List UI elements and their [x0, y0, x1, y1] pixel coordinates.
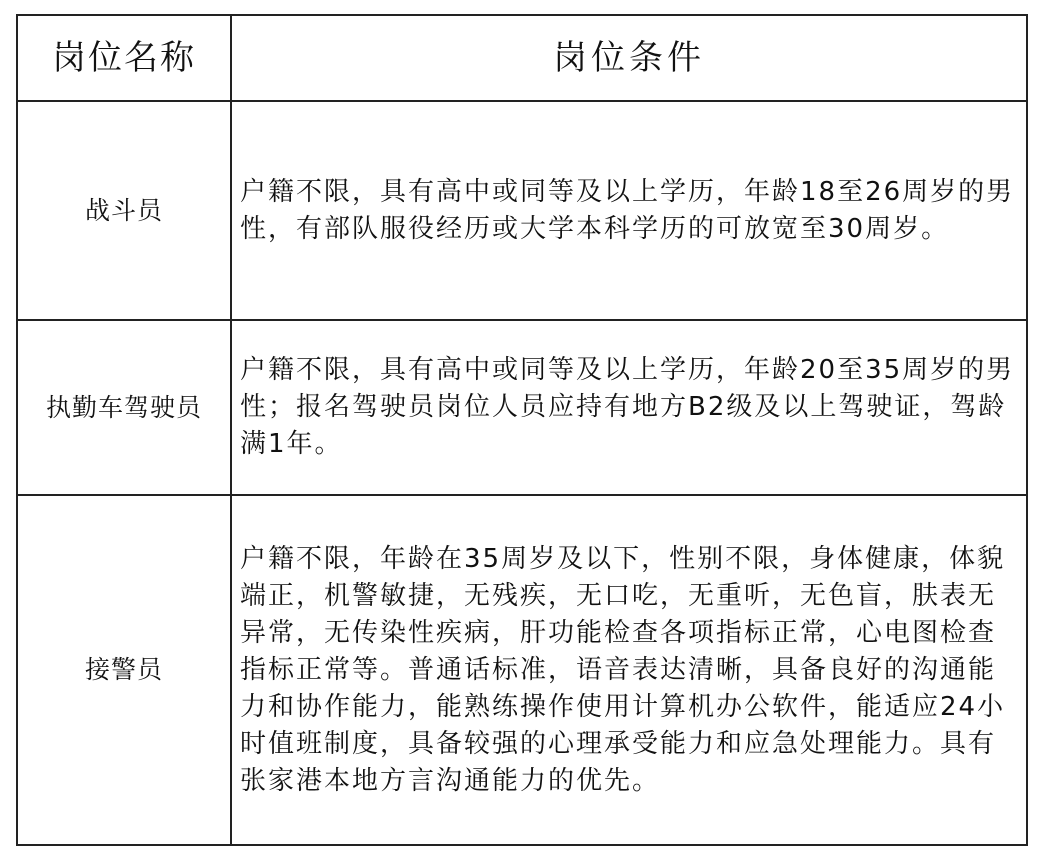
table-row-2-name-cell [18, 321, 230, 494]
table-row-1-requirements-cell [232, 102, 1028, 319]
table-row-3-name-cell [18, 496, 230, 844]
position-requirements: 户籍不限，年龄在35周岁及以下，性别不限，身体健康，体貌端正，机警敏捷，无残疾，无口吃，无重听，无色盲，肤表无异常，无传染性疾病，肝功能检查各项指标正常，心电图检查指标正常等。普通话标准，语音表达清晰，具备良好的沟通能力和协作能力，能熟练操作使用计算机办公软件，能适应24小时值班制度，具备较强的心理承受能力和应急处理能力。具有张家港本地方言沟通能力的优先。 [240, 543, 1006, 796]
table-row-2-requirements-cell [232, 321, 1028, 494]
header-cell-position-name [18, 16, 230, 100]
position-requirements: 户籍不限，具有高中或同等及以上学历，年龄20至35周岁的男性；报名驾驶员岗位人员应持有地方B2级及以上驾驶证，驾龄满1年。 [240, 355, 1015, 459]
position-requirements: 户籍不限，具有高中或同等及以上学历，年龄18至26周岁的男性，有部队服役经历或大学本科学历的可放宽至30周岁。 [240, 176, 1015, 244]
position-requirements-table [16, 14, 1028, 846]
position-name: 执勤车驾驶员 [45, 392, 202, 422]
header-cell-position-requirements [232, 16, 1028, 100]
position-name: 战斗员 [84, 195, 163, 225]
header-position-name: 岗位名称 [52, 38, 196, 78]
table-row-1-name-cell [18, 102, 230, 319]
table-row-3-requirements-cell [232, 496, 1028, 844]
header-position-requirements: 岗位条件 [553, 38, 705, 78]
position-name: 接警员 [84, 655, 163, 684]
